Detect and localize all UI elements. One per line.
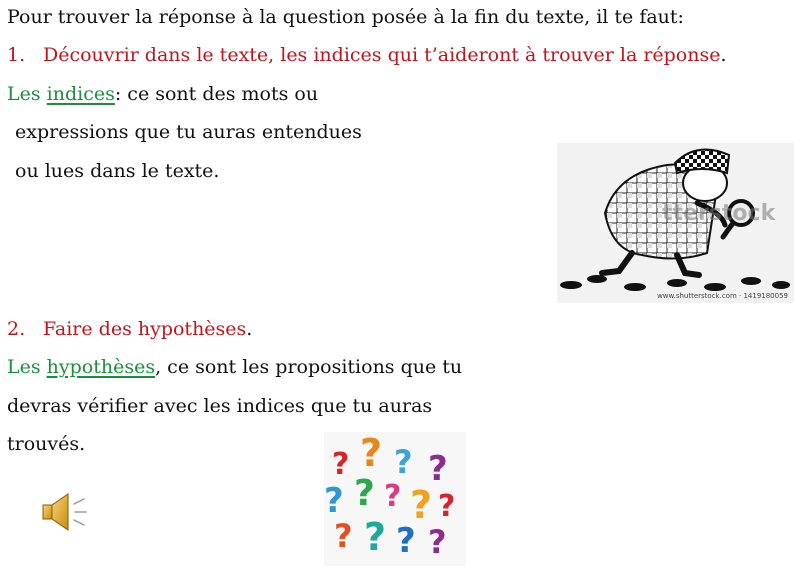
question-mark-icon: ? [438,489,456,524]
hypotheses-line-3-text: trouvés. [7,433,86,455]
question-mark-icon: ? [364,515,387,559]
question-mark-icon: ? [428,449,448,489]
question-mark-icon: ? [334,517,353,555]
hypotheses-rest: , ce sont les propositions que tu [155,356,463,378]
indices-line-2-text: expressions que tu auras entendues [15,121,362,143]
question-mark-icon: ? [332,447,350,482]
indices-prefix: Les [7,83,47,105]
question-mark-icon: ? [360,432,383,475]
step-1-text: Découvrir dans le texte, les indices qui t’aideront à trouver la réponse [43,44,721,66]
question-mark-icon: ? [428,523,447,561]
step-2-text: Faire des hypothèses [43,318,247,340]
hypotheses-definition [7,356,462,378]
question-marks-illustration [324,432,466,566]
indices-term: indices [46,83,115,105]
step-2-number: 2. [7,318,26,340]
image-caption: www.shutterstock.com · 1419180059 [657,292,788,300]
intro-line [7,6,684,28]
hypotheses-prefix: Les [7,356,47,378]
indices-rest: : ce sont des mots ou [114,83,319,105]
question-mark-icon: ? [384,479,402,514]
step-1 [7,44,727,66]
watermark-text: tterstock [662,201,776,226]
hypotheses-line-3 [7,433,85,455]
hypotheses-term: hypothèses [46,356,156,378]
step-2-period: . [246,318,253,340]
indices-line-2 [15,121,362,143]
step-1-period: . [720,44,727,66]
question-mark-icon: ? [410,483,433,527]
detective-illustration [557,143,794,303]
question-mark-icon: ? [354,473,375,514]
indices-definition [7,83,318,105]
question-mark-icon: ? [324,481,344,521]
speaker-drawing [40,491,92,533]
hypotheses-line-2-text: devras vérifier avec les indices que tu auras [7,395,433,417]
hypotheses-line-2 [7,395,432,417]
indices-line-3 [15,160,219,182]
step-1-number: 1. [7,44,26,66]
question-mark-icon: ? [394,443,413,481]
step-2 [7,318,252,340]
indices-line-3-text: ou lues dans le texte. [15,160,220,182]
speaker-icon[interactable] [40,491,92,533]
intro-text: Pour trouver la réponse à la question posée à la fin du texte, il te faut: [7,6,684,28]
question-mark-icon: ? [396,521,416,561]
